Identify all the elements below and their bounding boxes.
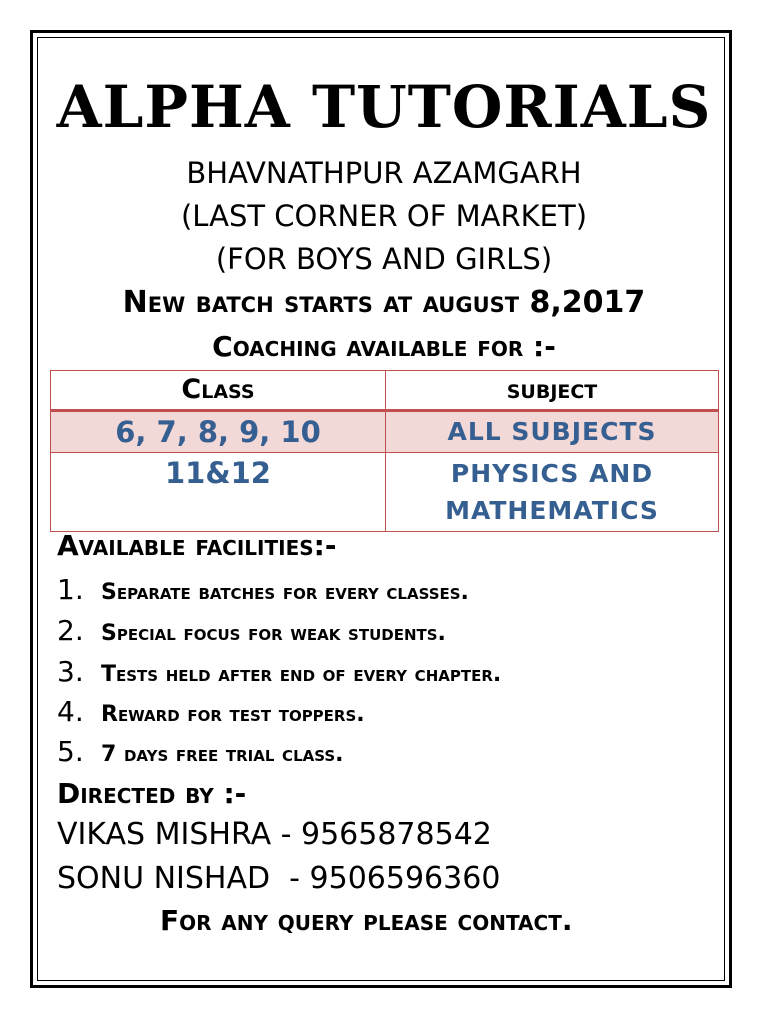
list-item-number: 4. bbox=[57, 695, 84, 728]
list-item bbox=[57, 613, 446, 652]
table-row bbox=[51, 411, 719, 453]
list-item-number: 3. bbox=[57, 655, 84, 688]
list-item-text: 7 days free trial class. bbox=[101, 742, 344, 767]
list-item bbox=[57, 572, 469, 611]
list-item-text: Reward for test toppers. bbox=[101, 702, 365, 727]
row-class: 11&12 bbox=[51, 453, 386, 532]
list-item-number: 5. bbox=[57, 735, 84, 768]
row-class: 6, 7, 8, 9, 10 bbox=[51, 411, 386, 453]
row-subject-line-1: PHYSICS AND bbox=[450, 459, 654, 488]
coaching-heading: Coaching available for :- bbox=[212, 330, 556, 363]
row-subject: ALL SUBJECTS bbox=[386, 411, 719, 453]
list-item bbox=[57, 654, 501, 693]
list-item-text: Special focus for weak students. bbox=[101, 621, 446, 646]
list-item bbox=[57, 734, 344, 773]
footer-contact-note: For any query please contact. bbox=[160, 904, 573, 937]
audience-line: (FOR BOYS AND GIRLS) bbox=[215, 242, 553, 276]
address-line-2: (LAST CORNER OF MARKET) bbox=[180, 199, 588, 233]
table-row bbox=[51, 453, 719, 532]
class-subject-table bbox=[50, 370, 719, 532]
address-line-1: BHAVNATHPUR AZAMGARH bbox=[186, 156, 582, 190]
list-item-text: Tests held after end of every chapter. bbox=[101, 662, 502, 687]
page-title: ALPHA TUTORIALS bbox=[56, 73, 712, 141]
director-contact-2: SONU NISHAD - 9506596360 bbox=[57, 861, 501, 896]
table-header-row bbox=[51, 371, 719, 411]
list-item-number: 1. bbox=[57, 573, 84, 606]
list-item-number: 2. bbox=[57, 614, 84, 647]
director-contact-1: VIKAS MISHRA - 9565878542 bbox=[57, 817, 492, 852]
list-item-text: Separate batches for every classes. bbox=[101, 580, 469, 605]
row-subject bbox=[386, 453, 719, 532]
header-subject: subject bbox=[386, 371, 719, 411]
list-item bbox=[57, 694, 365, 733]
facilities-heading: Available facilities:- bbox=[57, 529, 337, 562]
batch-notice: New batch starts at august 8,2017 bbox=[122, 285, 646, 320]
row-subject-line-2: MATHEMATICS bbox=[445, 496, 659, 525]
directed-by-heading: Directed by :- bbox=[57, 777, 247, 810]
header-class: Class bbox=[51, 371, 386, 411]
